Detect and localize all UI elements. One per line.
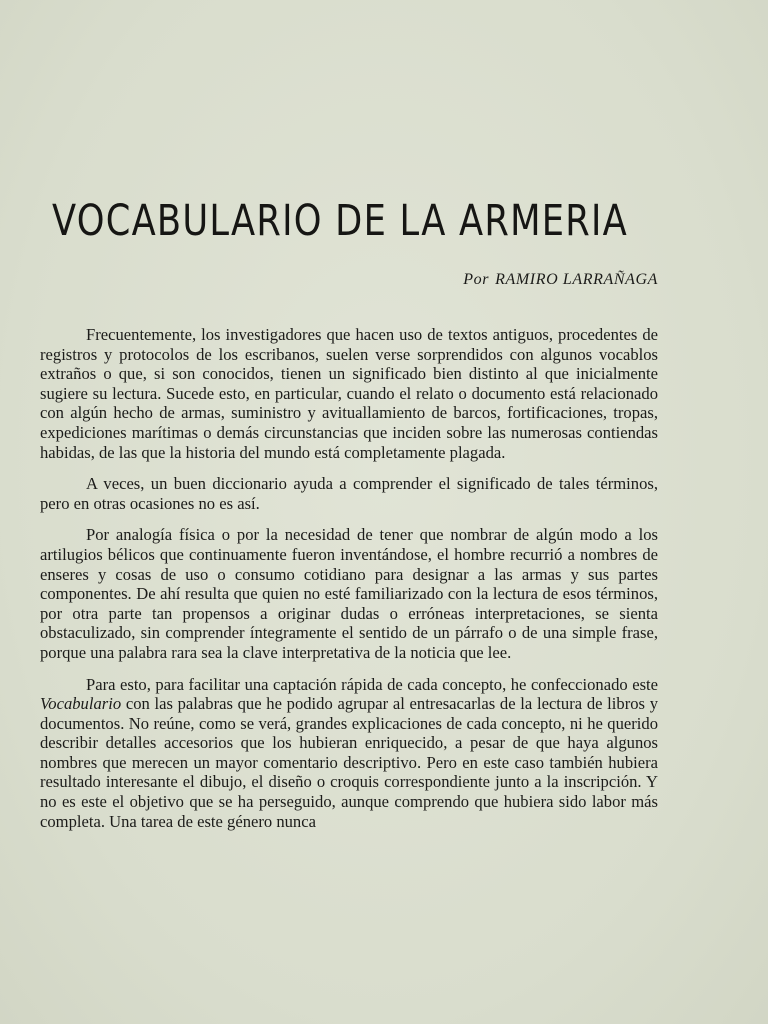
paragraph-3: Por analogía física o por la necesidad de tener que nombrar de algún modo a los artilugios bélicos que continuamente fueron inventándose, el hombre recurrió a nombres de enseres y cosas de uso o consumo cotidiano para designar a las armas y sus partes componentes. De ahí resulta que quien no esté familiarizado con la lectura de esos términos, por otra parte tan propensos a originar dudas o erróneas interpretaciones, se sienta obstaculizado, sin comprender íntegramente el sentido de un párrafo o de una simple frase, porque una palabra rara sea la clave interpretativa de la noticia que lee. xyxy=(40,525,658,662)
byline xyxy=(463,271,658,289)
article-title: VOCABULARIO DE LA ARMERIA xyxy=(52,196,628,246)
paragraph-4-part-1: Para esto, para facilitar una captación rápida de cada concepto, he confeccionado este xyxy=(86,674,658,694)
paragraph-4-part-2: con las palabras que he podido agrupar al entresacarlas de la lectura de libros y documentos. No reúne, como se verá, grandes explicaciones de cada concepto, ni he querido describir detalles accesorios que los hubieran enriquecido, a pesar de que haya algunos nombres que merecen un mayor comentario descriptivo. Pero en este caso también hubiera resultado interesante el dibujo, el diseño o croquis correspondiente junto a la inscripción. Y no es este el objetivo que se ha perseguido, aunque comprendo que hubiera sido labor más completa. Una tarea de este género nunca xyxy=(40,694,658,831)
vocabulario-emphasis: Vocabulario xyxy=(40,694,122,714)
paragraph-1: Frecuentemente, los investigadores que hacen uso de textos antiguos, procedentes de registros y protocolos de los escribanos, suelen verse sorprendidos con algunos vocablos extraños o que, si son conocidos, tienen un significado bien distinto al que inicialmente sugiere su lectura. Sucede esto, en particular, cuando el relato o documento está relacionado con algún hecho de armas, suministro y avituallamiento de barcos, fortificaciones, tropas, expediciones marítimas o demás circunstancias que inciden sobre las numerosas contiendas habidas, de las que la historia del mundo está completamente plagada. xyxy=(40,325,658,462)
article-body xyxy=(40,325,658,843)
author-name: RAMIRO LARRAÑAGA xyxy=(495,271,658,288)
paragraph-2: A veces, un buen diccionario ayuda a comprender el significado de tales términos, pero en otras ocasiones no es así. xyxy=(40,474,658,513)
paragraph-4 xyxy=(40,675,658,832)
byline-prefix: Por xyxy=(463,271,490,288)
